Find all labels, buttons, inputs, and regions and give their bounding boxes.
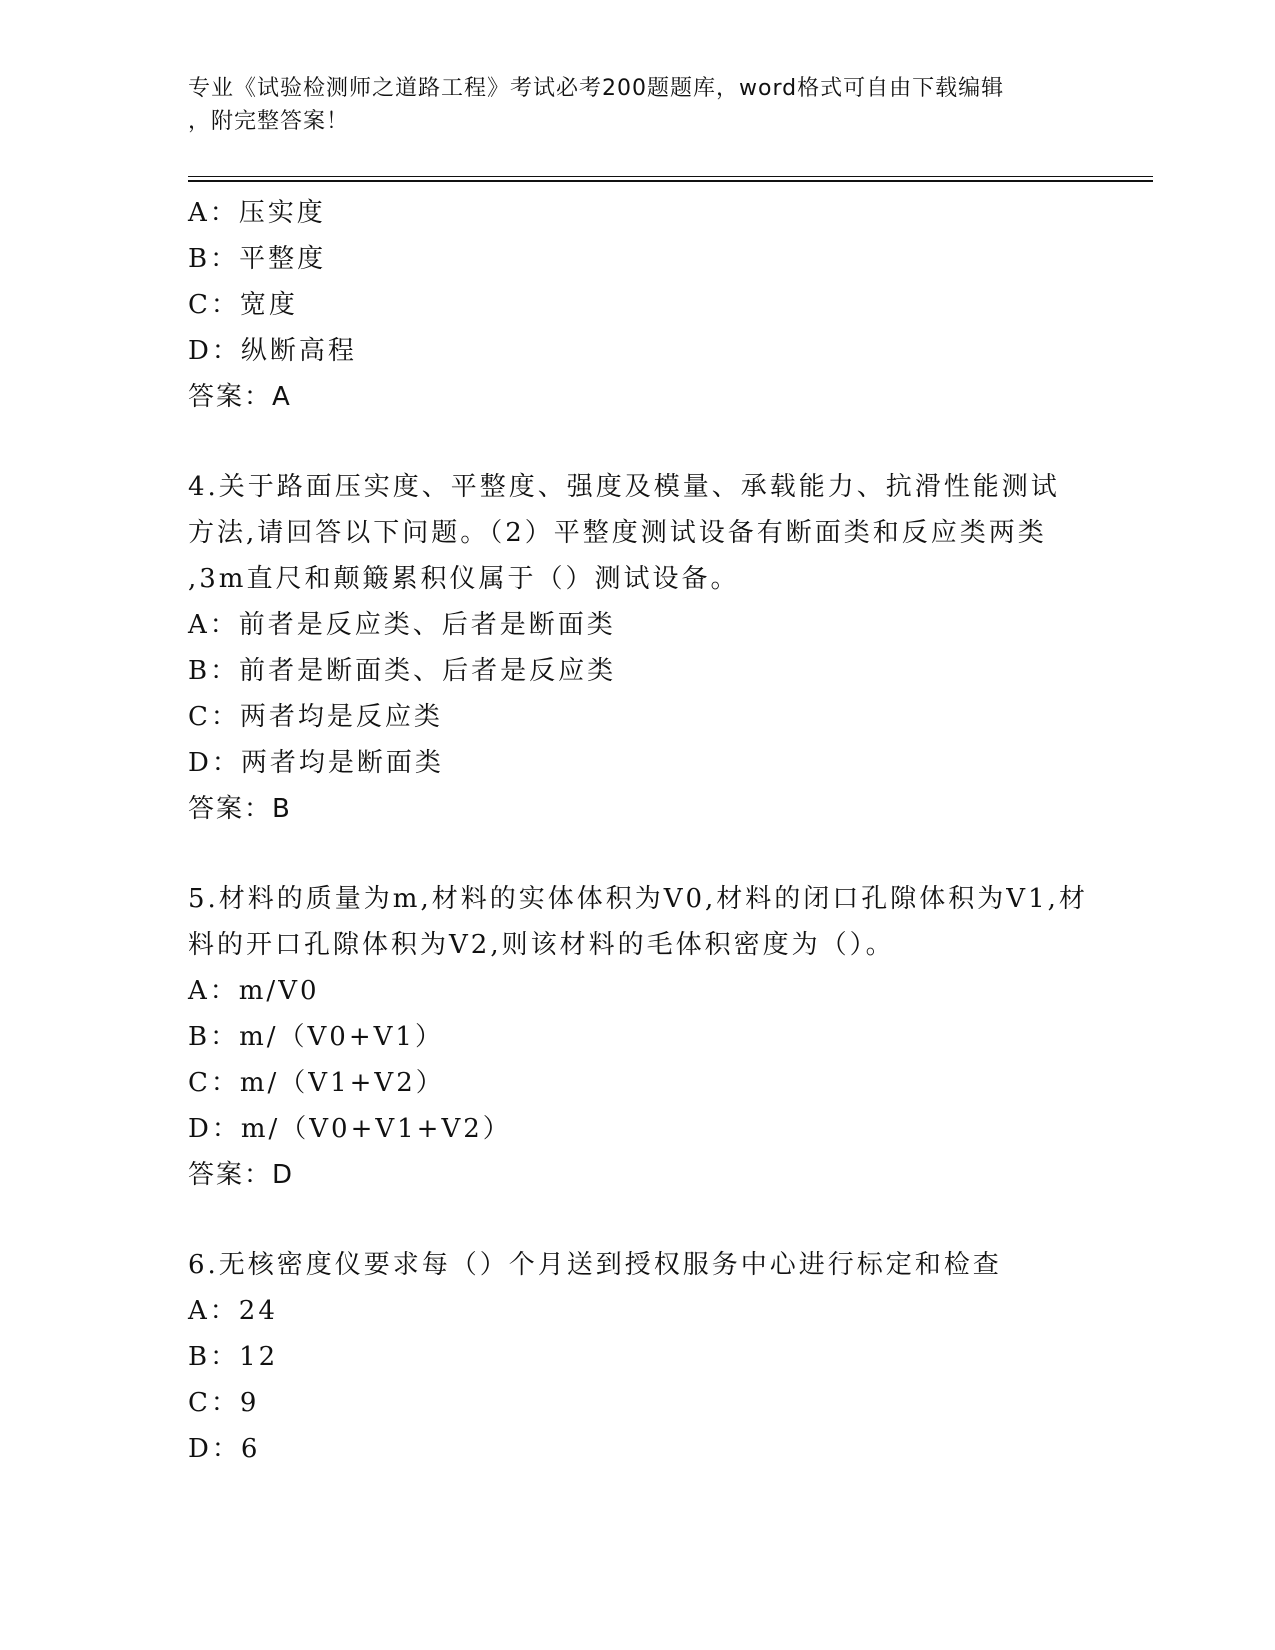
option-a: A：m/V0 [188, 976, 320, 1006]
question-stem [188, 876, 1088, 968]
option-a: A：24 [188, 1296, 278, 1326]
answer-line: 答案：D [188, 1160, 295, 1190]
option-d: D：两者均是断面类 [188, 748, 444, 778]
question-6 [188, 1242, 1088, 1472]
header-divider-thin [188, 176, 1153, 177]
option-a: A：前者是反应类、后者是断面类 [188, 610, 616, 640]
stem-line: 方法,请回答以下问题。（2）平整度测试设备有断面类和反应类两类 [188, 518, 1047, 548]
question-5 [188, 876, 1088, 1198]
option-a: A：压实度 [188, 198, 326, 228]
header-line-1: 专业《试验检测师之道路工程》考试必考200题题库，word格式可自由下载编辑 [188, 76, 1005, 101]
document-header [188, 72, 1088, 138]
option-b: B：平整度 [188, 244, 327, 274]
header-divider-thick [188, 180, 1153, 182]
option-b: B：m/（V0+V1） [188, 1022, 444, 1052]
question-stem [188, 1242, 1088, 1288]
option-c: C：宽度 [188, 290, 298, 320]
option-c: C：9 [188, 1388, 260, 1418]
answer-line: 答案：B [188, 794, 292, 824]
question-4 [188, 464, 1088, 832]
option-c: C：m/（V1+V2） [188, 1068, 445, 1098]
option-c: C：两者均是反应类 [188, 702, 443, 732]
question-3 [188, 190, 1088, 420]
stem-line: ,3m直尺和颠簸累积仪属于（）测试设备。 [188, 564, 740, 594]
stem-line: 4.关于路面压实度、平整度、强度及模量、承载能力、抗滑性能测试 [188, 472, 1060, 502]
option-b: B：前者是断面类、后者是反应类 [188, 656, 617, 686]
option-d: D：m/（V0+V1+V2） [188, 1114, 512, 1144]
stem-line: 料的开口孔隙体积为V2,则该材料的毛体积密度为（）。 [188, 930, 895, 960]
option-b: B：12 [188, 1342, 279, 1372]
answer-line: 答案：A [188, 382, 292, 412]
question-stem [188, 464, 1088, 602]
option-d: D：6 [188, 1434, 261, 1464]
stem-line: 6.无核密度仪要求每（）个月送到授权服务中心进行标定和检查 [188, 1250, 1002, 1280]
header-line-2: ，附完整答案！ [188, 109, 350, 134]
stem-line: 5.材料的质量为m,材料的实体体积为V0,材料的闭口孔隙体积为V1,材 [188, 884, 1088, 914]
question-list [188, 190, 1088, 1472]
option-d: D：纵断高程 [188, 336, 357, 366]
